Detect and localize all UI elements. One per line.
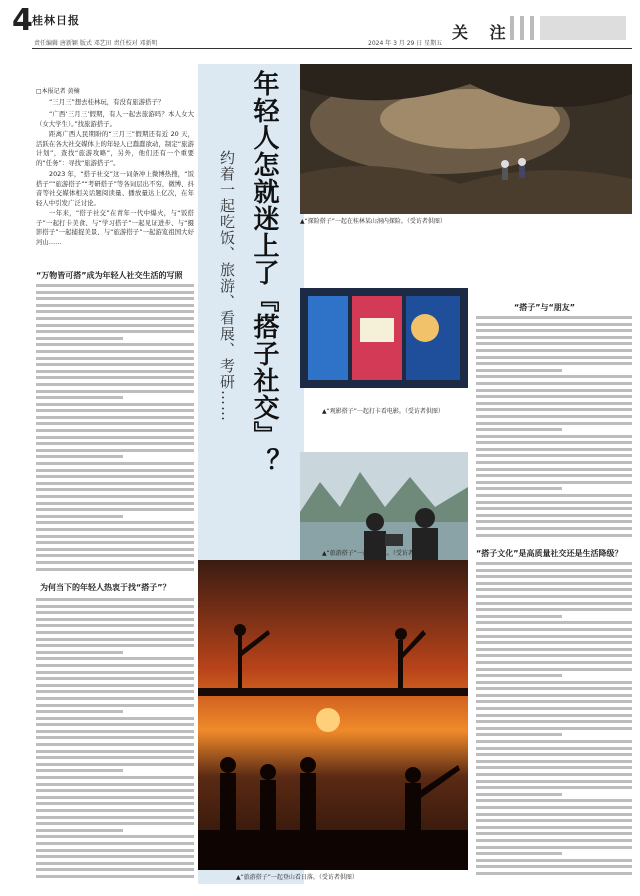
- text-line: [36, 671, 194, 674]
- text-line: [476, 329, 632, 332]
- text-line: [476, 534, 632, 537]
- page-header: [0, 0, 640, 47]
- text-line: [476, 507, 632, 510]
- text-line: [36, 297, 194, 300]
- text-line: [36, 291, 194, 294]
- text-line: [36, 717, 194, 720]
- text-line: [36, 776, 194, 779]
- text-line: [476, 799, 632, 802]
- issue-date: 2024 年 3 月 29 日 星期五: [368, 40, 443, 47]
- text-line: [36, 677, 194, 680]
- body-text: [36, 284, 194, 574]
- text-line: [36, 535, 194, 538]
- text-line: [36, 403, 194, 406]
- text-line: [36, 802, 194, 805]
- body-text: [476, 562, 632, 879]
- text-line: [476, 389, 632, 392]
- text-line: [36, 416, 194, 419]
- text-line: [476, 780, 632, 783]
- text-line: [476, 428, 562, 431]
- subtitle: 约着一起吃饭、旅游、看展、考研……: [218, 150, 236, 422]
- text-line: [476, 441, 632, 444]
- text-line: [36, 690, 194, 693]
- text-line: [36, 796, 194, 799]
- text-line: [476, 714, 632, 717]
- text-line: [36, 541, 194, 544]
- text-line: [36, 605, 194, 608]
- subheading: “搭子文化”是高质量社交还是生活降级？: [476, 549, 623, 558]
- body-text: [476, 316, 632, 540]
- river-photo: [300, 452, 468, 560]
- subheading: “搭子”与“朋友”: [514, 303, 576, 312]
- text-line: [36, 789, 194, 792]
- text-line: [36, 736, 194, 739]
- text-line: [476, 733, 562, 736]
- text-line: [36, 436, 194, 439]
- lead-paragraph: “广西‘三月三’假期，有人一起去旅游吗？本人女大（女大学生）。”找旅游搭子。: [36, 110, 194, 128]
- text-line: [476, 859, 632, 862]
- text-line: [36, 763, 194, 766]
- text-line: [36, 835, 194, 838]
- text-line: [476, 872, 632, 875]
- photo-caption: ▲“旅游搭子”一起登山看日落。（受访者供图）: [236, 874, 358, 881]
- byline: □本报记者 黄楠: [36, 88, 80, 95]
- text-line: [476, 569, 632, 572]
- text-line: [476, 628, 632, 631]
- section-title: 关 注: [452, 23, 514, 42]
- text-line: [36, 730, 194, 733]
- text-line: [476, 865, 632, 868]
- photo-caption: ▲“观影搭子”一起打卡看电影。（受访者供图）: [322, 408, 444, 415]
- text-line: [36, 631, 194, 634]
- text-line: [36, 651, 123, 654]
- text-line: [36, 475, 194, 478]
- text-line: [36, 370, 194, 373]
- text-line: [36, 750, 194, 753]
- text-line: [476, 323, 632, 326]
- text-line: [476, 562, 632, 565]
- text-line: [476, 608, 632, 611]
- text-line: [476, 839, 632, 842]
- text-line: [476, 468, 632, 471]
- text-line: [476, 687, 632, 690]
- text-line: [36, 704, 194, 707]
- text-line: [476, 720, 632, 723]
- sunset-photo: [198, 560, 468, 870]
- text-line: [476, 514, 632, 517]
- text-line: [36, 363, 194, 366]
- text-line: [36, 855, 194, 858]
- movie-photo: [300, 288, 468, 388]
- text-line: [36, 598, 194, 601]
- text-line: [36, 554, 194, 557]
- text-line: [36, 350, 194, 353]
- text-line: [36, 449, 194, 452]
- text-line: [476, 349, 632, 352]
- text-line: [36, 521, 194, 524]
- text-line: [476, 740, 632, 743]
- text-line: [476, 793, 562, 796]
- text-line: [476, 786, 632, 789]
- text-line: [476, 501, 632, 504]
- text-line: [36, 390, 194, 393]
- text-line: [36, 469, 194, 472]
- text-line: [36, 396, 123, 399]
- header-decoration: [530, 16, 534, 40]
- text-line: [476, 727, 632, 730]
- text-line: [36, 638, 194, 641]
- text-line: [476, 621, 632, 624]
- text-line: [36, 330, 194, 333]
- editor-credits: 责任编辑 唐新颖 版式 邓艺田 责任校对 邓新明: [34, 40, 158, 47]
- text-line: [476, 461, 632, 464]
- text-line: [36, 783, 194, 786]
- text-line: [476, 641, 632, 644]
- text-line: [476, 454, 632, 457]
- text-line: [476, 654, 632, 657]
- text-line: [36, 337, 123, 340]
- newspaper-name: 桂林日报: [32, 14, 80, 27]
- text-line: [476, 700, 632, 703]
- text-line: [476, 494, 632, 497]
- text-line: [36, 868, 194, 871]
- text-line: [476, 474, 632, 477]
- text-line: [476, 694, 632, 697]
- text-line: [476, 520, 632, 523]
- text-line: [36, 809, 194, 812]
- text-line: [36, 568, 194, 571]
- text-line: [476, 342, 632, 345]
- header-decoration: [540, 16, 626, 40]
- text-line: [36, 624, 194, 627]
- header-decoration: [520, 16, 524, 40]
- text-line: [36, 508, 194, 511]
- text-line: [476, 648, 632, 651]
- text-line: [36, 343, 194, 346]
- headline: 年轻人怎就迷上了『搭子社交』？: [249, 70, 279, 475]
- text-line: [36, 357, 194, 360]
- text-line: [36, 849, 194, 852]
- text-line: [476, 588, 632, 591]
- text-line: [36, 422, 194, 425]
- text-line: [36, 816, 194, 819]
- text-line: [36, 317, 194, 320]
- cave-photo: [300, 64, 632, 214]
- lead-paragraph: 距离广西人民期盼的“三月三”假期还有近 20 天，活跃在各大社交媒体上的年轻人已蠢蠢欲动，制定“旅游计划”，查找“旅游攻略”，另外，他们还有一个重要的“任务”：寻找“旅游搭子”。: [36, 130, 194, 167]
- text-line: [36, 657, 194, 660]
- text-line: [476, 707, 632, 710]
- text-line: [476, 819, 632, 822]
- text-line: [36, 442, 194, 445]
- text-line: [476, 316, 632, 319]
- text-line: [36, 383, 194, 386]
- text-line: [476, 826, 632, 829]
- text-line: [476, 813, 632, 816]
- text-line: [36, 482, 194, 485]
- text-line: [36, 862, 194, 865]
- text-line: [36, 684, 194, 687]
- text-line: [476, 668, 632, 671]
- text-line: [36, 548, 194, 551]
- text-line: [476, 806, 632, 809]
- text-line: [36, 495, 194, 498]
- lead-paragraph: 2023 年，“搭子社交”这一词条冲上微博热搜，“饭搭子”“旅游搭子”“考研搭子”等各词层出不穷，微博、抖音等社交媒体相关话题阅读量、播放量达上亿次，在年轻人中引发广泛讨论。: [36, 170, 194, 207]
- text-line: [476, 375, 632, 378]
- text-line: [36, 528, 194, 531]
- text-line: [476, 760, 632, 763]
- text-line: [36, 769, 123, 772]
- text-line: [36, 842, 194, 845]
- text-line: [36, 710, 123, 713]
- text-line: [36, 756, 194, 759]
- lead-paragraph: “三月三”想去桂林玩，有没有旅游搭子？: [49, 98, 165, 106]
- photo-caption: ▲“探险搭子”一起在桂林某山洞内探险。（受访者供图）: [300, 218, 446, 225]
- text-line: [36, 409, 194, 412]
- text-line: [476, 602, 632, 605]
- text-line: [36, 515, 123, 518]
- text-line: [36, 488, 194, 491]
- text-line: [476, 832, 632, 835]
- text-line: [476, 852, 562, 855]
- text-line: [36, 324, 194, 327]
- text-line: [476, 362, 632, 365]
- subheading: “万物皆可搭”成为年轻人社交生活的写照: [36, 271, 183, 280]
- text-line: [476, 336, 632, 339]
- header-rule: [32, 48, 632, 49]
- text-line: [476, 369, 562, 372]
- text-line: [36, 822, 194, 825]
- text-line: [36, 429, 194, 432]
- text-line: [476, 487, 562, 490]
- text-line: [476, 395, 632, 398]
- text-line: [476, 422, 632, 425]
- text-line: [476, 681, 632, 684]
- text-line: [36, 310, 194, 313]
- text-line: [476, 615, 562, 618]
- body-text: [36, 598, 194, 882]
- text-line: [476, 382, 632, 385]
- lead-paragraph: 一年来，“搭子社交”在青年一代中爆火，与“饭搭子”一起打卡美食、与“学习搭子”一起见证进步、与“摄影搭子”一起捕捉美景、与“旅游搭子”一起游览祖国大好河山……: [36, 209, 194, 246]
- text-line: [476, 595, 632, 598]
- text-line: [476, 753, 632, 756]
- text-line: [476, 415, 632, 418]
- text-line: [476, 773, 632, 776]
- text-line: [476, 402, 632, 405]
- text-line: [36, 462, 194, 465]
- text-line: [476, 356, 632, 359]
- text-line: [476, 635, 632, 638]
- text-line: [36, 697, 194, 700]
- text-line: [36, 376, 194, 379]
- text-line: [476, 766, 632, 769]
- text-line: [476, 575, 632, 578]
- text-line: [476, 661, 632, 664]
- subheading: 为何当下的年轻人热衷于找“搭子”？: [40, 583, 171, 592]
- text-line: [36, 875, 194, 878]
- text-line: [476, 435, 632, 438]
- text-line: [476, 582, 632, 585]
- text-line: [476, 408, 632, 411]
- text-line: [36, 561, 194, 564]
- text-line: [36, 455, 123, 458]
- text-line: [476, 527, 632, 530]
- text-line: [476, 747, 632, 750]
- text-line: [36, 304, 194, 307]
- text-line: [36, 829, 123, 832]
- text-line: [36, 284, 194, 287]
- text-line: [36, 664, 194, 667]
- text-line: [476, 674, 562, 677]
- text-line: [476, 846, 632, 849]
- text-line: [36, 644, 194, 647]
- text-line: [476, 448, 632, 451]
- text-line: [36, 618, 194, 621]
- page-number: 4: [12, 3, 33, 38]
- text-line: [476, 481, 632, 484]
- text-line: [36, 611, 194, 614]
- text-line: [36, 743, 194, 746]
- text-line: [36, 502, 194, 505]
- text-line: [36, 723, 194, 726]
- photo-caption: ▲“旅游搭子”一起游漓江。（受访者供图）: [322, 550, 432, 557]
